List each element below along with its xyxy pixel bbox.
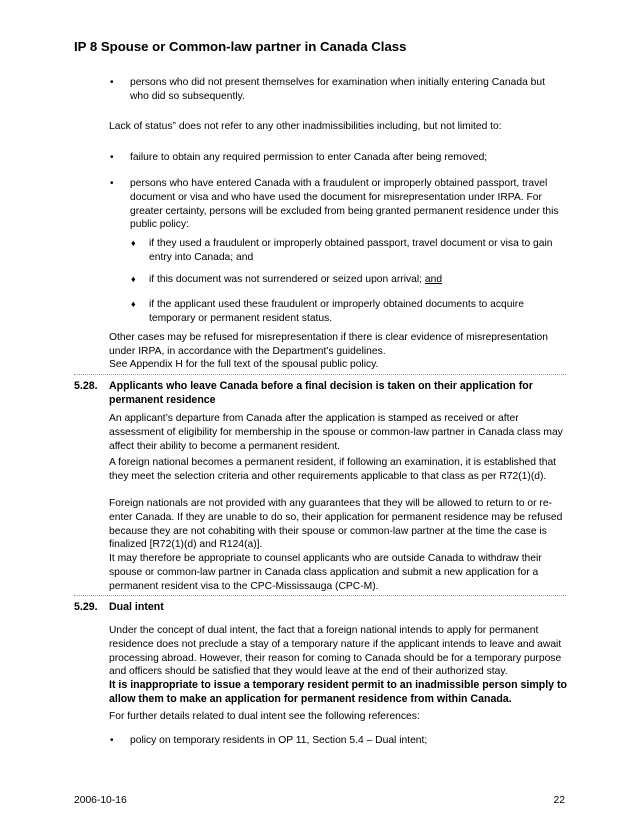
lack-of-status-text: Lack of status” does not refer to any other inadmissibilities including, but not limited to: [109, 121, 502, 132]
bold-paragraph: It is inappropriate to issue a temporary resident permit to an inadmissible person simply to allow them to make an application for permanent residence from within Canada. [109, 679, 567, 705]
bullet-icon: • [110, 77, 114, 88]
sub-list-item [149, 273, 563, 287]
sub-list-item: if they used a fraudulent or improperly obtained passport, travel document or visa to gain entry into Canada; and [149, 238, 553, 263]
list-item: persons who have entered Canada with a fraudulent or improperly obtained passport, travel document or visa and who have used the document for misrepresentation under IRPA. For greater certainty, persons will be excluded from being granted permanent residence under this public policy: [130, 178, 559, 231]
list-item: failure to obtain any required permission to enter Canada after being removed; [130, 152, 488, 163]
further-details-text: For further details related to dual intent see the following references: [109, 711, 420, 722]
diamond-bullet-icon: ♦ [131, 238, 136, 248]
other-cases-text: Other cases may be refused for misrepresentation if there is clear evidence of misrepresentation under IRPA, in accordance with the Department’s guidelines. [109, 332, 548, 357]
bullet-icon: • [110, 178, 114, 189]
section-divider [74, 595, 566, 596]
see-appendix-text: See Appendix H for the full text of the spousal public policy. [109, 359, 379, 370]
section-number: 5.29. [74, 601, 98, 613]
paragraph: Foreign nationals are not provided with any guarantees that they will be allowed to return to or re-enter Canada. If they are unable to do so, their application for permanent residence may be refused because they are not cohabiting with their spouse or common-law partner at the time the case is finalized [R72(1)(d) and R124(a)]. [109, 498, 563, 551]
paragraph: An applicant’s departure from Canada after the application is stamped as received or after assessment of eligibility for membership in the spouse or common-law partner in Canada class may affect their ability to become a permanent resident. [109, 413, 563, 452]
underlined-and: and [424, 274, 443, 285]
bullet-icon: • [110, 152, 114, 163]
diamond-bullet-icon: ♦ [131, 274, 136, 284]
list-item: policy on temporary residents in OP 11, Section 5.4 – Dual intent; [130, 735, 428, 746]
paragraph: It may therefore be appropriate to counsel applicants who are outside Canada to withdraw their spouse or common-law partner in Canada class application and submit a new application for a permanent resident visa to the CPC-Mississauga (CPC-M). [109, 553, 542, 592]
sub-list-item: if the applicant used these fraudulent or improperly obtained documents to acquire temporary or permanent resident status. [149, 299, 524, 324]
page-title: IP 8 Spouse or Common-law partner in Canada Class [74, 39, 407, 54]
footer-date: 2006-10-16 [74, 795, 127, 806]
paragraph: Under the concept of dual intent, the fact that a foreign national intends to apply for permanent residence does not preclude a stay of a temporary nature if the applicant intends to leave and await processing abroad. However, their reason for coming to Canada should be for a temporary purpose and officers should be satisfied that they would leave at the end of their authorized stay. [109, 625, 562, 678]
section-title: Applicants who leave Canada before a final decision is taken on their application for permanent residence [109, 380, 533, 406]
section-divider [74, 374, 566, 375]
list-item: persons who did not present themselves for examination when initially entering Canada but who did so subsequently. [130, 77, 545, 102]
page-number: 22 [553, 795, 565, 806]
section-number: 5.28. [74, 380, 98, 392]
bullet-icon: • [110, 735, 114, 746]
sub-list-item-text: if this document was not surrendered or seized upon arrival; [149, 274, 425, 285]
paragraph: A foreign national becomes a permanent resident, if following an examination, it is established that they meet the selection criteria and other requirements applicable to that class as per R72(1)(d). [109, 457, 557, 482]
diamond-bullet-icon: ♦ [131, 299, 136, 309]
section-title: Dual intent [109, 601, 164, 613]
